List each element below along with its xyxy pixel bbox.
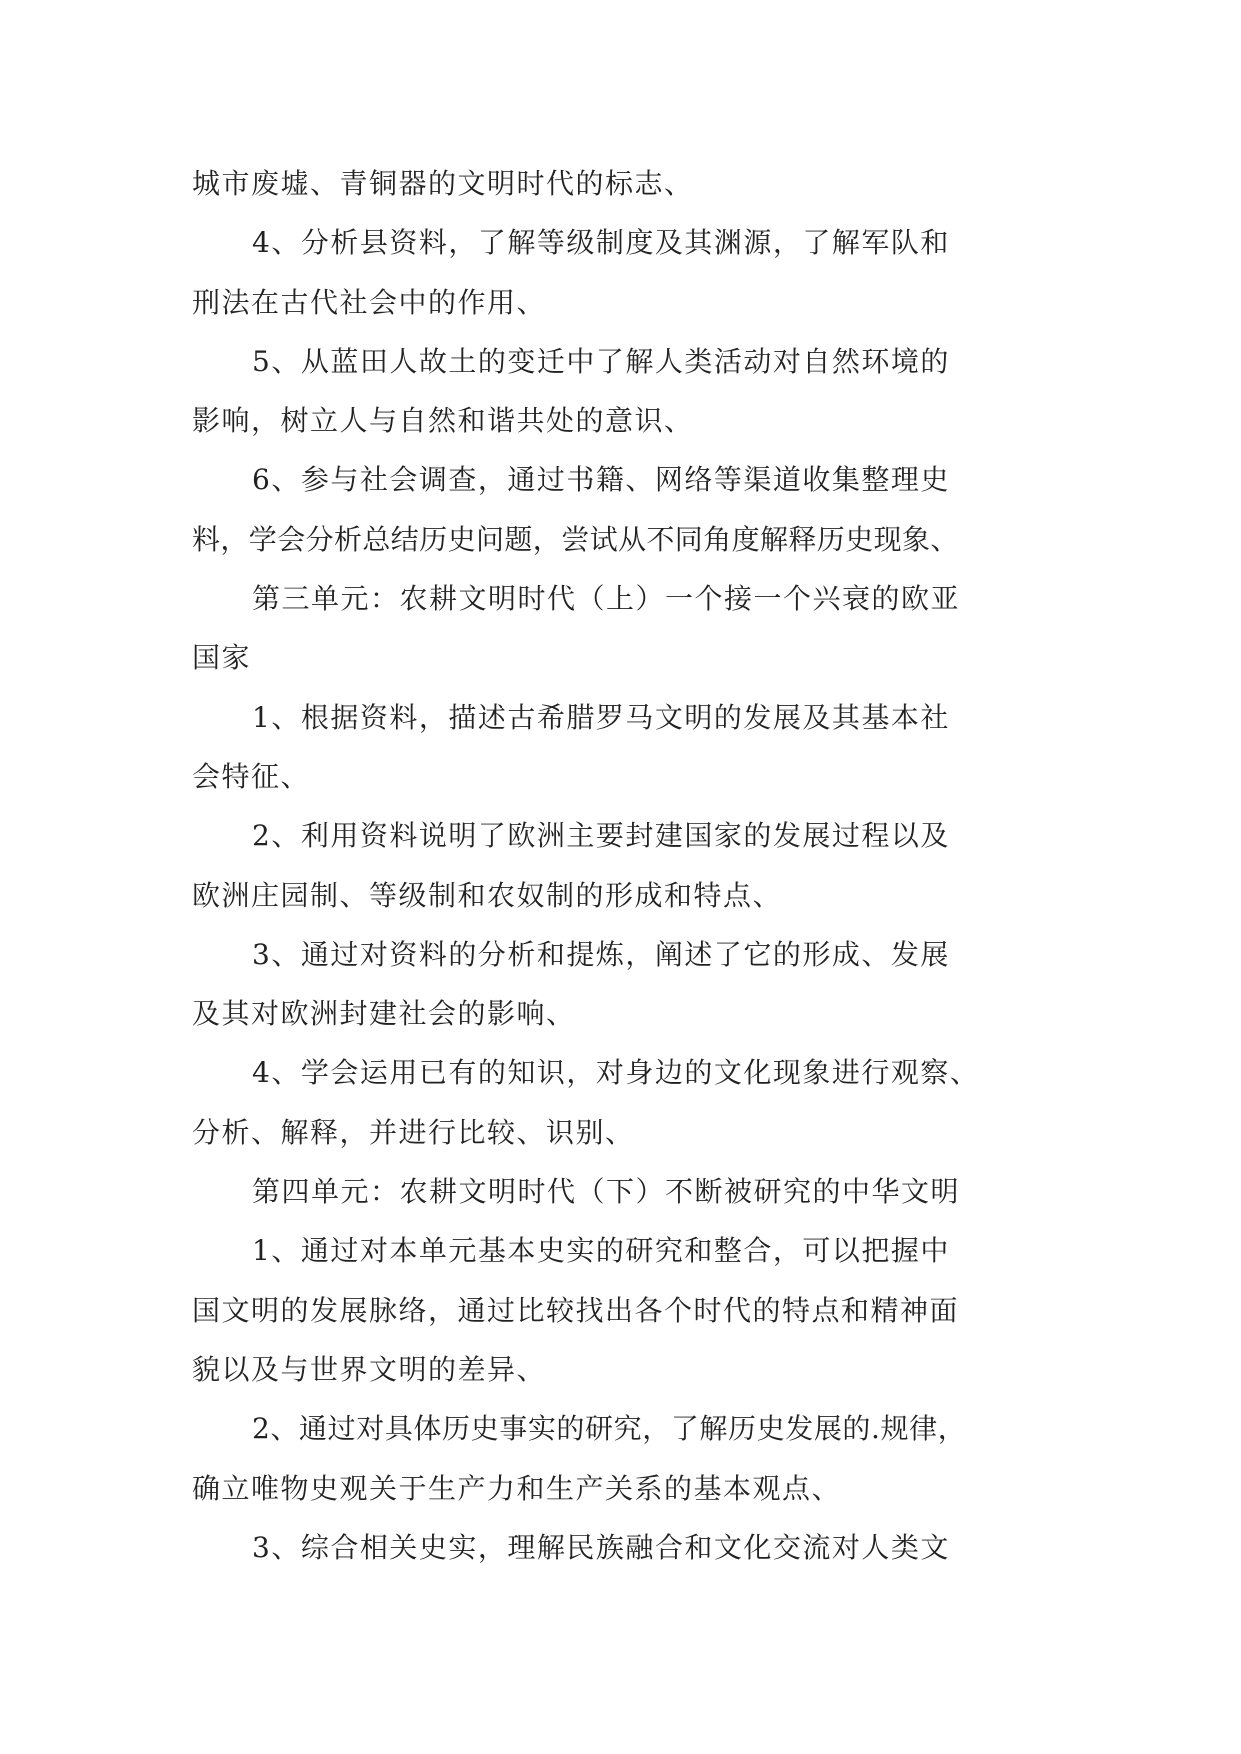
unit-3-item-1-line-1: 1、根据资料，描述古希腊罗马文明的发展及其基本社 bbox=[252, 700, 950, 734]
list-item-6-line-1: 6、参与社会调查，通过书籍、网络等渠道收集整理史 bbox=[252, 463, 950, 497]
list-item-4-line-2: 刑法在古代社会中的作用、 bbox=[192, 285, 547, 319]
unit-4-item-1-line-1: 1、通过对本单元基本史实的研究和整合，可以把握中 bbox=[252, 1234, 950, 1268]
document-body bbox=[192, 154, 1053, 1577]
unit-3-item-4-line-2: 分析、解释，并进行比较、识别、 bbox=[192, 1115, 635, 1149]
unit-3-heading-line-1: 第三单元：农耕文明时代（上）一个接一个兴衰的欧亚 bbox=[252, 582, 961, 616]
unit-3-item-3-line-1: 3、通过对资料的分析和提炼，阐述了它的形成、发展 bbox=[252, 937, 950, 971]
unit-4-item-1-line-2: 国文明的发展脉络，通过比较找出各个时代的特点和精神面 bbox=[192, 1293, 960, 1327]
unit-3-item-2-line-1: 2、利用资料说明了欧洲主要封建国家的发展过程以及 bbox=[252, 819, 950, 853]
unit-3-item-4-line-1: 4、学会运用已有的知识，对身边的文化现象进行观察、 bbox=[252, 1056, 980, 1090]
list-item-5-line-1: 5、从蓝田人故土的变迁中了解人类活动对自然环境的 bbox=[252, 344, 950, 378]
unit-4-item-2-line-2: 确立唯物史观关于生产力和生产关系的基本观点、 bbox=[192, 1471, 842, 1505]
list-item-6-line-2: 料，学会分析总结历史问题，尝试从不同角度解释历史现象、 bbox=[192, 522, 959, 556]
unit-3-heading-line-2: 国家 bbox=[192, 641, 252, 675]
unit-3-item-3-line-2: 及其对欧洲封建社会的影响、 bbox=[192, 997, 576, 1031]
unit-4-item-1-line-3: 貌以及与世界文明的差异、 bbox=[192, 1352, 547, 1386]
unit-4-heading: 第四单元：农耕文明时代（下）不断被研究的中华文明 bbox=[252, 1175, 961, 1209]
unit-3-item-1-line-2: 会特征、 bbox=[192, 759, 311, 793]
unit-4-item-2-line-1: 2、通过对具体历史事实的研究，了解历史发展的.规律， bbox=[252, 1412, 967, 1446]
unit-3-item-2-line-2: 欧洲庄园制、等级制和农奴制的形成和特点、 bbox=[192, 878, 783, 912]
list-item-5-line-2: 影响，树立人与自然和谐共处的意识、 bbox=[192, 404, 694, 438]
list-item-4-line-1: 4、分析县资料，了解等级制度及其渊源，了解军队和 bbox=[252, 226, 950, 260]
text-line-1: 城市废墟、青铜器的文明时代的标志、 bbox=[192, 167, 694, 200]
unit-4-item-3-line-1: 3、综合相关史实，理解民族融合和文化交流对人类文 bbox=[252, 1530, 950, 1564]
